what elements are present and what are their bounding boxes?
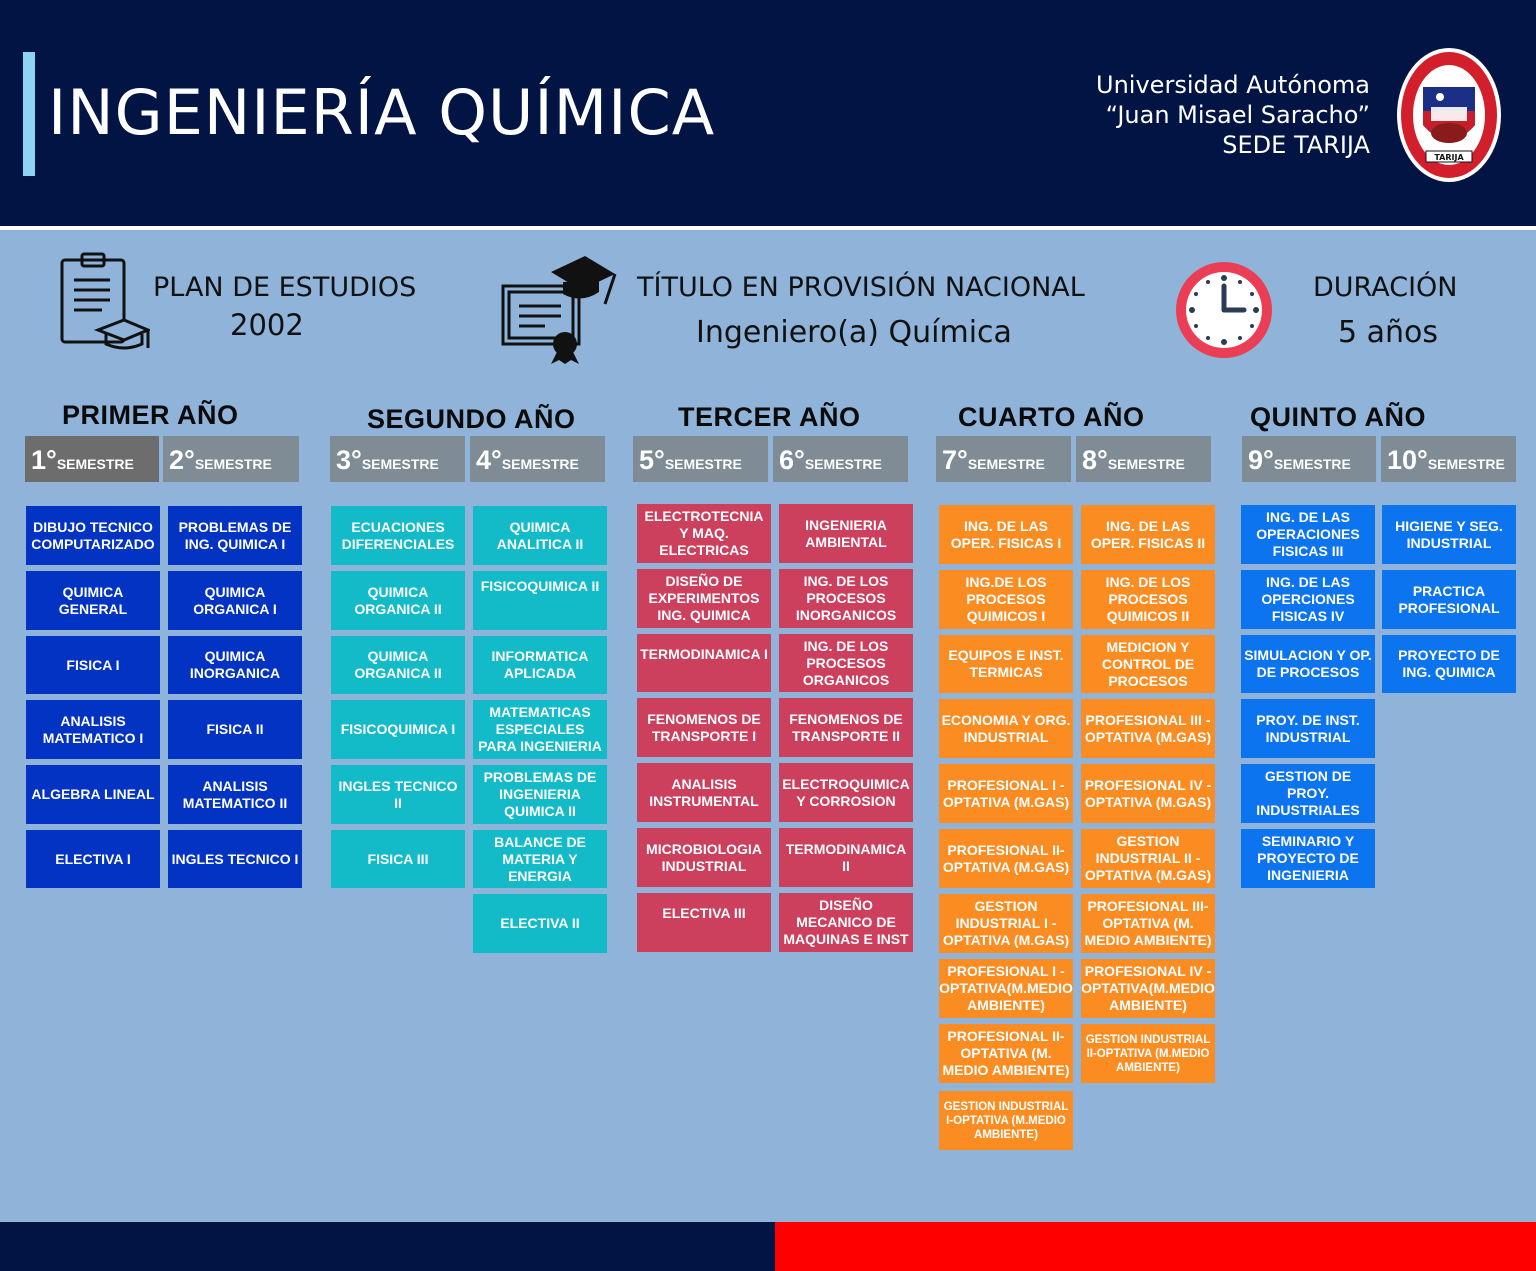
course-cell: PROFESIONAL I - OPTATIVA(M.MEDIO AMBIENTE)	[939, 959, 1073, 1018]
course-cell: QUIMICA ORGANICA II	[331, 571, 465, 630]
university-seal-icon	[1396, 47, 1502, 183]
semester-header-3	[330, 436, 465, 482]
course-cell: MATEMATICAS ESPECIALES PARA INGENIERIA	[473, 700, 607, 759]
semester-number: 10°	[1387, 445, 1428, 475]
course-cell: FISICOQUIMICA I	[331, 700, 465, 759]
course-cell: PROFESIONAL II-OPTATIVA (M.GAS)	[939, 829, 1073, 888]
course-cell: INGLES TECNICO II	[331, 765, 465, 824]
course-cell: ING. DE LOS PROCESOS QUIMICOS II	[1081, 570, 1215, 629]
course-cell: QUIMICA INORGANICA	[168, 636, 302, 694]
semester-header-4	[470, 436, 605, 482]
course-cell: PROFESIONAL IV - OPTATIVA(M.MEDIO AMBIENTE)	[1081, 959, 1215, 1018]
plan-value: 2002	[230, 308, 304, 342]
university-line-3: SEDE TARIJA	[1222, 131, 1370, 159]
course-cell: DISEÑO MECANICO DE MAQUINAS E INST	[779, 893, 913, 952]
semester-number: 3°	[336, 445, 362, 475]
course-cell: FENOMENOS DE TRANSPORTE I	[637, 698, 771, 757]
course-cell: GESTION INDUSTRIAL I - OPTATIVA (M.GAS)	[939, 894, 1073, 953]
course-cell: FISICA III	[331, 830, 465, 888]
semester-word: SEMESTRE	[804, 456, 882, 472]
semester-word: SEMESTRE	[1427, 456, 1505, 472]
course-cell: FISICA I	[26, 636, 160, 694]
semester-number: 8°	[1082, 445, 1108, 475]
year-title-5: QUINTO AÑO	[1250, 402, 1427, 432]
semester-header-9	[1242, 436, 1376, 482]
svg-text:TARIJA: TARIJA	[1434, 153, 1464, 162]
footer-bar-left	[0, 1222, 775, 1271]
semester-number: 1°	[31, 445, 57, 475]
course-cell: INGENIERIA AMBIENTAL	[779, 504, 913, 563]
year-title-4: CUARTO AÑO	[958, 402, 1145, 432]
course-cell: GESTION INDUSTRIAL II - OPTATIVA (M.GAS)	[1081, 829, 1215, 888]
university-line-1: Universidad Autónoma	[1096, 71, 1370, 99]
semester-header-6	[773, 436, 908, 482]
course-cell: EQUIPOS E INST. TERMICAS	[939, 635, 1073, 693]
year-title-2: SEGUNDO AÑO	[367, 404, 576, 434]
course-cell: TERMODINAMICA I	[637, 634, 771, 692]
header-bar	[0, 0, 1536, 226]
course-cell: PROFESIONAL III-OPTATIVA (M. MEDIO AMBIENTE)	[1081, 894, 1215, 953]
semester-number: 6°	[779, 445, 805, 475]
semester-header-2	[163, 436, 299, 482]
course-cell: ELECTIVA II	[473, 894, 607, 953]
semester-header-1	[25, 436, 159, 482]
page-title: INGENIERÍA QUÍMICA	[48, 76, 716, 149]
semester-number: 9°	[1248, 445, 1274, 475]
course-cell: ANALISIS MATEMATICO I	[26, 700, 160, 759]
course-cell: HIGIENE Y SEG. INDUSTRIAL	[1382, 505, 1516, 564]
course-cell: TERMODINAMICA II	[779, 828, 913, 887]
course-cell: INGLES TECNICO I	[168, 830, 302, 888]
semester-header-10	[1381, 436, 1516, 482]
semester-word: SEMESTRE	[361, 456, 439, 472]
course-cell: PROFESIONAL III - OPTATIVA (M.GAS)	[1081, 699, 1215, 758]
course-cell: QUIMICA GENERAL	[26, 571, 160, 630]
semester-word: SEMESTRE	[56, 456, 134, 472]
duration-value: 5 años	[1338, 315, 1439, 350]
course-cell: BALANCE DE MATERIA Y ENERGIA	[473, 830, 607, 888]
course-cell: PROFESIONAL I - OPTATIVA (M.GAS)	[939, 764, 1073, 823]
course-cell: PROYECTO DE ING. QUIMICA	[1382, 635, 1516, 693]
semester-header-7	[936, 436, 1071, 482]
title-label: TÍTULO EN PROVISIÓN NACIONAL	[637, 272, 1085, 303]
university-name	[1096, 70, 1370, 160]
header-divider	[0, 226, 1536, 230]
course-cell: ECUACIONES DIFERENCIALES	[331, 506, 465, 565]
course-cell: FENOMENOS DE TRANSPORTE II	[779, 698, 913, 757]
semester-number: 4°	[476, 445, 502, 475]
course-cell: ING. DE LOS PROCESOS ORGANICOS	[779, 634, 913, 692]
course-cell: ING.DE LOS PROCESOS QUIMICOS I	[939, 570, 1073, 629]
title-value: Ingeniero(a) Química	[696, 315, 1012, 350]
duration-label: DURACIÓN	[1313, 272, 1458, 303]
course-cell: GESTION DE PROY. INDUSTRIALES	[1241, 764, 1375, 823]
clipboard-graduation-icon	[58, 252, 150, 356]
course-cell: PROFESIONAL II-OPTATIVA (M. MEDIO AMBIENTE)	[939, 1024, 1073, 1083]
semester-word: SEMESTRE	[664, 456, 742, 472]
course-cell: ALGEBRA LINEAL	[26, 765, 160, 824]
semester-word: SEMESTRE	[1273, 456, 1351, 472]
course-cell: DISEÑO DE EXPERIMENTOS ING. QUIMICA	[637, 569, 771, 628]
course-cell: GESTION INDUSTRIAL II-OPTATIVA (M.MEDIO AMBIENTE)	[1081, 1024, 1215, 1083]
semester-header-5	[633, 436, 768, 482]
university-line-2: “Juan Misael Saracho”	[1105, 101, 1370, 129]
course-cell: DIBUJO TECNICO COMPUTARIZADO	[26, 506, 160, 565]
course-cell: PRACTICA PROFESIONAL	[1382, 570, 1516, 629]
clock-icon	[1174, 260, 1274, 360]
course-cell: ING. DE LAS OPERCIONES FISICAS IV	[1241, 570, 1375, 629]
semester-word: SEMESTRE	[194, 456, 272, 472]
course-cell: GESTION INDUSTRIAL I-OPTATIVA (M.MEDIO AMBIENTE)	[939, 1091, 1073, 1150]
title-accent-bar	[23, 52, 35, 176]
course-cell: ANALISIS MATEMATICO II	[168, 765, 302, 824]
course-cell: SIMULACION Y OP. DE PROCESOS	[1241, 635, 1375, 693]
course-cell: FISICOQUIMICA II	[473, 571, 607, 630]
course-cell: ELECTIVA III	[637, 893, 771, 952]
course-cell: MEDICION Y CONTROL DE PROCESOS	[1081, 635, 1215, 693]
semester-word: SEMESTRE	[967, 456, 1045, 472]
course-cell: QUIMICA ORGANICA II	[331, 636, 465, 694]
course-cell: ELECTROQUIMICA Y CORROSION	[779, 763, 913, 822]
plan-label: PLAN DE ESTUDIOS	[153, 272, 417, 303]
semester-word: SEMESTRE	[1107, 456, 1185, 472]
semester-header-8	[1076, 436, 1211, 482]
course-cell: ING. DE LOS PROCESOS INORGANICOS	[779, 569, 913, 628]
course-cell: INFORMATICA APLICADA	[473, 636, 607, 694]
semester-word: SEMESTRE	[501, 456, 579, 472]
semester-number: 5°	[639, 445, 665, 475]
course-cell: MICROBIOLOGIA INDUSTRIAL	[637, 828, 771, 887]
year-title-3: TERCER AÑO	[678, 402, 861, 432]
course-cell: FISICA II	[168, 700, 302, 759]
course-cell: QUIMICA ANALITICA II	[473, 506, 607, 565]
course-cell: ING. DE LAS OPER. FISICAS I	[939, 505, 1073, 564]
course-cell: QUIMICA ORGANICA I	[168, 571, 302, 630]
course-cell: ELECTIVA I	[26, 830, 160, 888]
course-cell: ELECTROTECNIA Y MAQ. ELECTRICAS	[637, 504, 771, 563]
course-cell: PROBLEMAS DE INGENIERIA QUIMICA II	[473, 765, 607, 824]
semester-number: 7°	[942, 445, 968, 475]
footer-bar-right	[775, 1222, 1536, 1271]
course-cell: ING. DE LAS OPERACIONES FISICAS III	[1241, 505, 1375, 564]
course-cell: ECONOMIA Y ORG. INDUSTRIAL	[939, 699, 1073, 758]
course-cell: ING. DE LAS OPER. FISICAS II	[1081, 505, 1215, 564]
course-cell: ANALISIS INSTRUMENTAL	[637, 763, 771, 822]
course-cell: PROY. DE INST. INDUSTRIAL	[1241, 699, 1375, 758]
semester-number: 2°	[169, 445, 195, 475]
course-cell: PROFESIONAL IV - OPTATIVA (M.GAS)	[1081, 764, 1215, 823]
certificate-graduation-icon	[499, 252, 621, 366]
course-cell: PROBLEMAS DE ING. QUIMICA I	[168, 506, 302, 565]
course-cell: SEMINARIO Y PROYECTO DE INGENIERIA	[1241, 829, 1375, 888]
year-title-1: PRIMER AÑO	[62, 400, 239, 430]
